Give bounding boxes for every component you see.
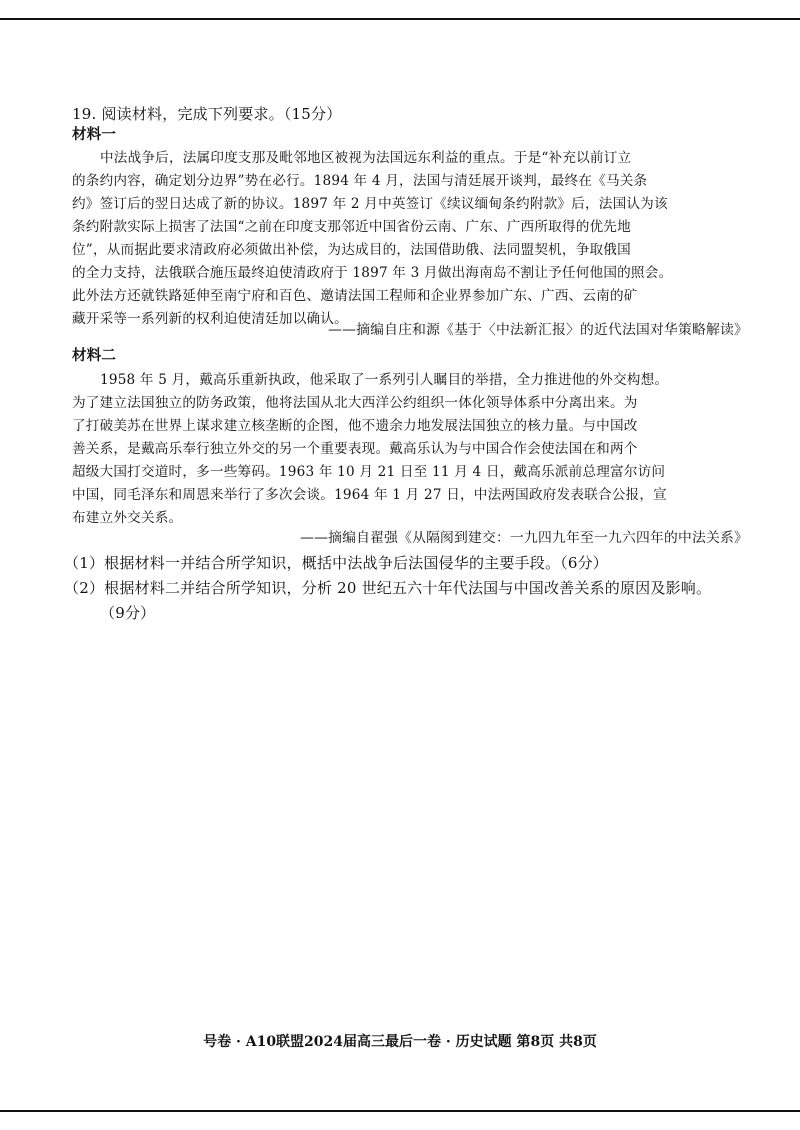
material1-source: ——摘编自庄和源《基于〈中法新汇报〉的近代法国对华策略解读》 bbox=[328, 322, 748, 338]
material1-line-5: 位”，从而据此要求清政府必须做出补偿，为达成目的，法国借助俄、法同盟契机，争取俄国 bbox=[72, 242, 631, 258]
material1-line-6: 的全力支持，法俄联合施压最终迫使清政府于 1897 年 3 月做出海南岛不割让予任何他国的照会。 bbox=[72, 265, 673, 281]
material2-label: 材料二 bbox=[72, 347, 117, 364]
material2-line-6: 中国，同毛泽东和周恩来举行了多次会谈。1964 年 1 月 27 日，中法两国政府发表联合公报，宣 bbox=[72, 487, 667, 503]
top-border-line bbox=[0, 18, 800, 20]
task-2-line-1: （2）根据材料二并结合所学知识，分析 20 世纪五六十年代法国与中国改善关系的原因及影响。 bbox=[64, 579, 712, 597]
page-footer: 号卷 · A10联盟2024届高三最后一卷 · 历史试题 第8页 共8页 bbox=[203, 1034, 597, 1050]
material2-line-2: 为了建立法国独立的防务政策，他将法国从北大西洋公约组织一体化领导体系中分离出来。为 bbox=[72, 395, 638, 411]
bottom-border-line bbox=[0, 1110, 800, 1112]
material2-line-5: 超级大国打交道时，多一些筹码。1963 年 10 月 21 日至 11 月 4 日，戴高乐派前总理富尔访问 bbox=[72, 464, 666, 480]
material1-label: 材料一 bbox=[72, 126, 117, 143]
task-2-line-2: （9分） bbox=[100, 604, 156, 622]
material1-line-4: 条约附款实际上损害了法国“之前在印度支那邻近中国省份云南、广东、广西所取得的优先地 bbox=[72, 219, 631, 235]
question-header bbox=[72, 104, 341, 124]
material1-line-7: 此外法方还就铁路延伸至南宁府和百色、邀请法国工程师和企业界参加广东、广西、云南的矿 bbox=[72, 288, 638, 304]
material1-line-8: 藏开采等一系列新的权利迫使清廷加以确认。 bbox=[72, 311, 348, 327]
material1-line-1: 中法战争后，法属印度支那及毗邻地区被视为法国远东利益的重点。于是“补充以前订立 bbox=[100, 150, 632, 166]
question-number: 19. bbox=[72, 105, 97, 123]
material2-line-7: 布建立外交关系。 bbox=[72, 510, 183, 526]
material1-line-2: 的条约内容，确定划分边界”势在必行。1894 年 4 月，法国与清廷展开谈判，最终在《马关条 bbox=[72, 173, 648, 189]
material2-line-1: 1958 年 5 月，戴高乐重新执政，他采取了一系列引人瞩目的举措，全力推进他的外交构想。 bbox=[100, 372, 669, 388]
material2-line-4: 善关系，是戴高乐奉行独立外交的另一个重要表现。戴高乐认为与中国合作会使法国在和两个 bbox=[72, 441, 638, 457]
material2-source: ——摘编自翟强《从隔阂到建交：一九四九年至一九六四年的中法关系》 bbox=[300, 530, 748, 546]
task-1: （1）根据材料一并结合所学知识，概括中法战争后法国侵华的主要手段。（6分） bbox=[64, 554, 608, 572]
material2-line-3: 了打破美苏在世界上谋求建立核垄断的企图，他不遗余力地发展法国独立的核力量。与中国改 bbox=[72, 418, 638, 434]
question-prompt: 阅读材料，完成下列要求。（15分） bbox=[101, 105, 342, 123]
material1-line-3: 约》签订后的翌日达成了新的协议。1897 年 2 月中英签订《续议缅甸条约附款》后，法国认为该 bbox=[72, 196, 668, 212]
